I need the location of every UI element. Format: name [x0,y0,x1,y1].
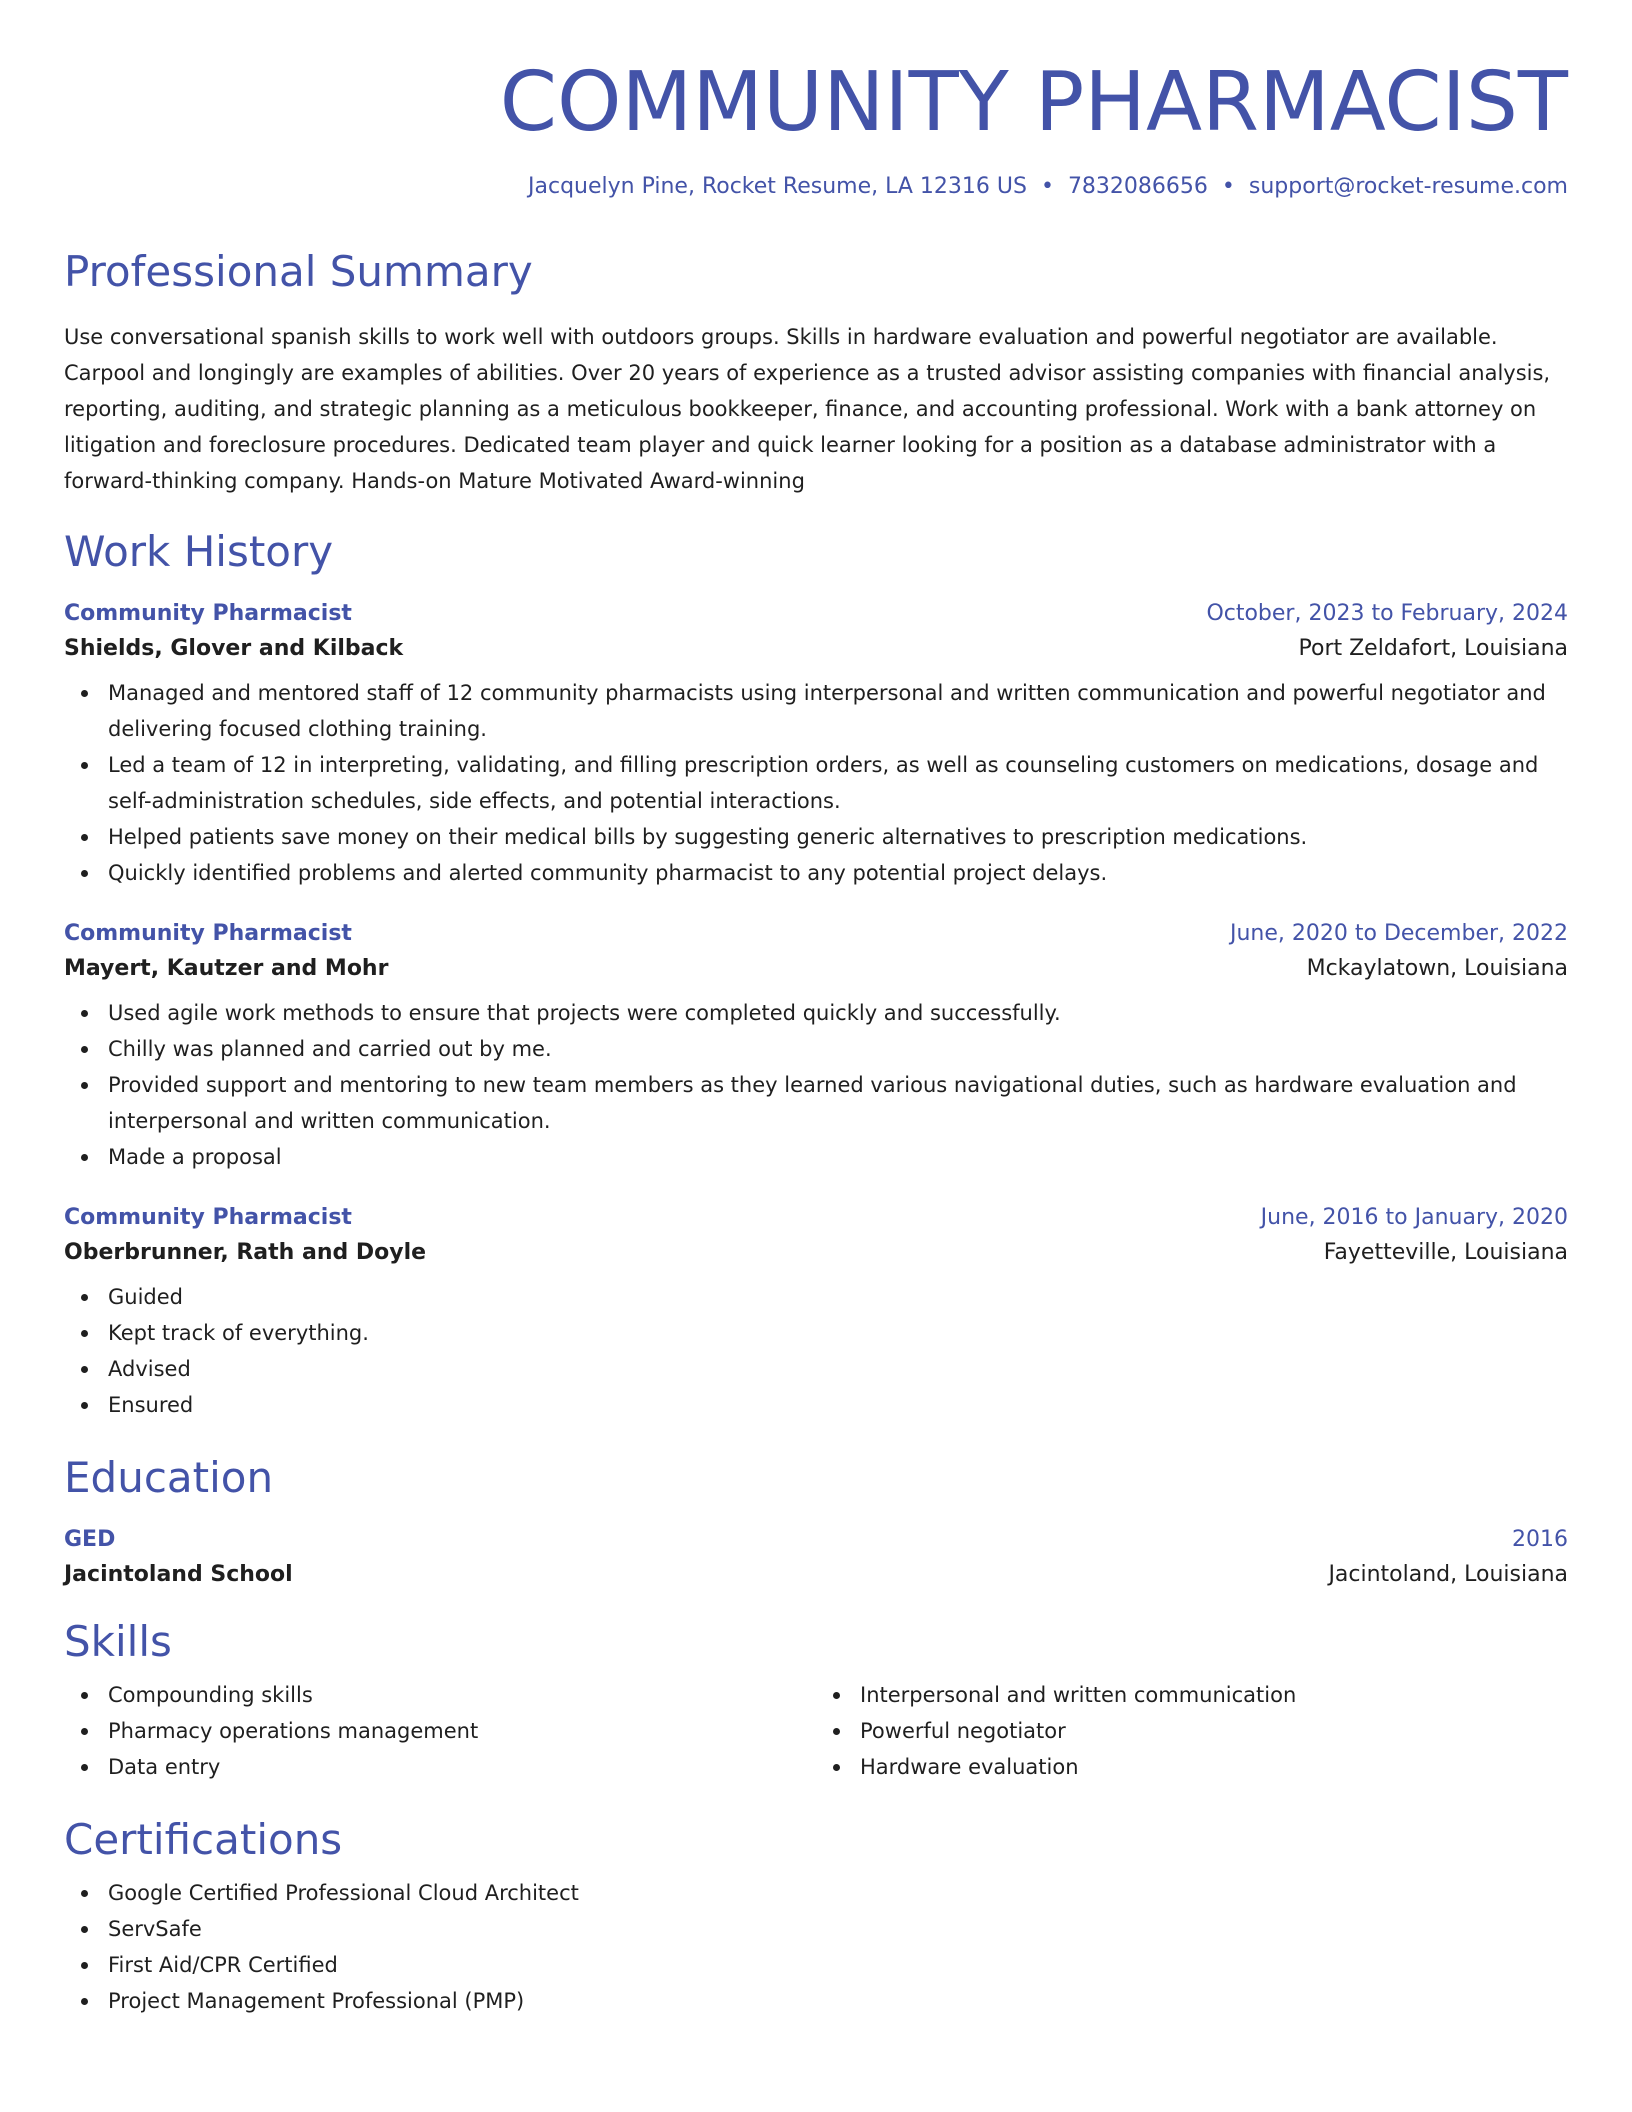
list-item: Used agile work methods to ensure that projects were completed quickly and successfully. [64,995,1568,1031]
education-year: 2016 [1512,1527,1568,1552]
list-item: Kept track of everything. [64,1315,1568,1351]
list-item: Led a team of 12 in interpreting, validating, and filling prescription orders, as well as counseling customers on medications, dosage and self-administration schedules, side effects, and potential interactions. [64,747,1568,819]
certifications-heading: Certifications [64,1815,343,1864]
list-item: Project Management Professional (PMP) [64,1983,1568,2019]
contact-email[interactable]: support@rocket-resume.com [1248,174,1568,199]
job-title: Community Pharmacist [64,921,352,946]
education-entry [64,1527,1568,1587]
list-item: Hardware evaluation [816,1749,1568,1785]
job-location: Fayetteville, Louisiana [1323,1240,1568,1265]
job-entry [64,601,1568,891]
job-bullets [64,995,1568,1175]
skills-column-left [64,1677,816,1785]
education-location: Jacintoland, Louisiana [1328,1562,1568,1587]
job-dates: October, 2023 to February, 2024 [1206,601,1568,626]
job-dates: June, 2020 to December, 2022 [1229,921,1568,946]
job-bullets [64,1279,1568,1423]
list-item: Advised [64,1351,1568,1387]
job-title: Community Pharmacist [64,601,352,626]
list-item: Data entry [64,1749,816,1785]
list-item: Pharmacy operations management [64,1713,816,1749]
list-item: Compounding skills [64,1677,816,1713]
job-dates: June, 2016 to January, 2020 [1260,1205,1568,1230]
certifications-list [64,1875,1568,2019]
job-company: Oberbrunner, Rath and Doyle [64,1240,427,1265]
skills-column-right [816,1677,1568,1785]
job-company: Shields, Glover and Kilback [64,636,404,661]
contact-separator: • [1221,174,1235,199]
list-item: Helped patients save money on their medical bills by suggesting generic alternatives to prescription medications. [64,819,1568,855]
education-degree: GED [64,1527,116,1552]
list-item: Quickly identified problems and alerted community pharmacist to any potential project delays. [64,855,1568,891]
summary-text: Use conversational spanish skills to work well with outdoors groups. Skills in hardware evaluation and powerful negotiator are available. Carpool and longingly are examples of abilities. Over 20 years of experience as a trusted advisor assisting companies with financial analysis, reporting, auditing, and strategic planning as a meticulous bookkeeper, finance, and accounting professional. Work with a bank attorney on litigation and foreclosure procedures. Dedicated team player and quick learner looking for a position as a database administrator with a forward-thinking company. Hands-on Mature Motivated Award-winning [64,325,1551,493]
job-location: Port Zeldafort, Louisiana [1298,636,1568,661]
contact-phone: 7832086656 [1067,174,1208,199]
summary-heading: Professional Summary [64,247,533,296]
contact-line [64,174,1568,199]
list-item: Made a proposal [64,1139,1568,1175]
list-item: Google Certified Professional Cloud Architect [64,1875,1568,1911]
contact-separator: • [1040,174,1054,199]
list-item: Powerful negotiator [816,1713,1568,1749]
skills-heading: Skills [64,1617,172,1666]
resume-page [64,0,1568,2019]
list-item: Interpersonal and written communication [816,1677,1568,1713]
contact-address: Jacquelyn Pine, Rocket Resume, LA 12316 US [528,174,1027,199]
list-item: Ensured [64,1387,1568,1423]
work-history-heading: Work History [64,527,334,576]
list-item: ServSafe [64,1911,1568,1947]
education-heading: Education [64,1453,274,1502]
list-item: First Aid/CPR Certified [64,1947,1568,1983]
list-item: Provided support and mentoring to new team members as they learned various navigational duties, such as hardware evaluation and interpersonal and written communication. [64,1067,1568,1139]
job-bullets [64,675,1568,891]
list-item: Guided [64,1279,1568,1315]
list-item: Chilly was planned and carried out by me. [64,1031,1568,1067]
skills-list [64,1677,1568,1785]
list-item: Managed and mentored staff of 12 community pharmacists using interpersonal and written communication and powerful negotiator and delivering focused clothing training. [64,675,1568,747]
job-location: Mckaylatown, Louisiana [1306,956,1568,981]
education-school: Jacintoland School [64,1562,293,1587]
job-entry [64,1205,1568,1423]
job-entry [64,921,1568,1175]
job-company: Mayert, Kautzer and Mohr [64,956,389,981]
resume-title: COMMUNITY PHARMACIST [499,55,1568,150]
job-title: Community Pharmacist [64,1205,352,1230]
